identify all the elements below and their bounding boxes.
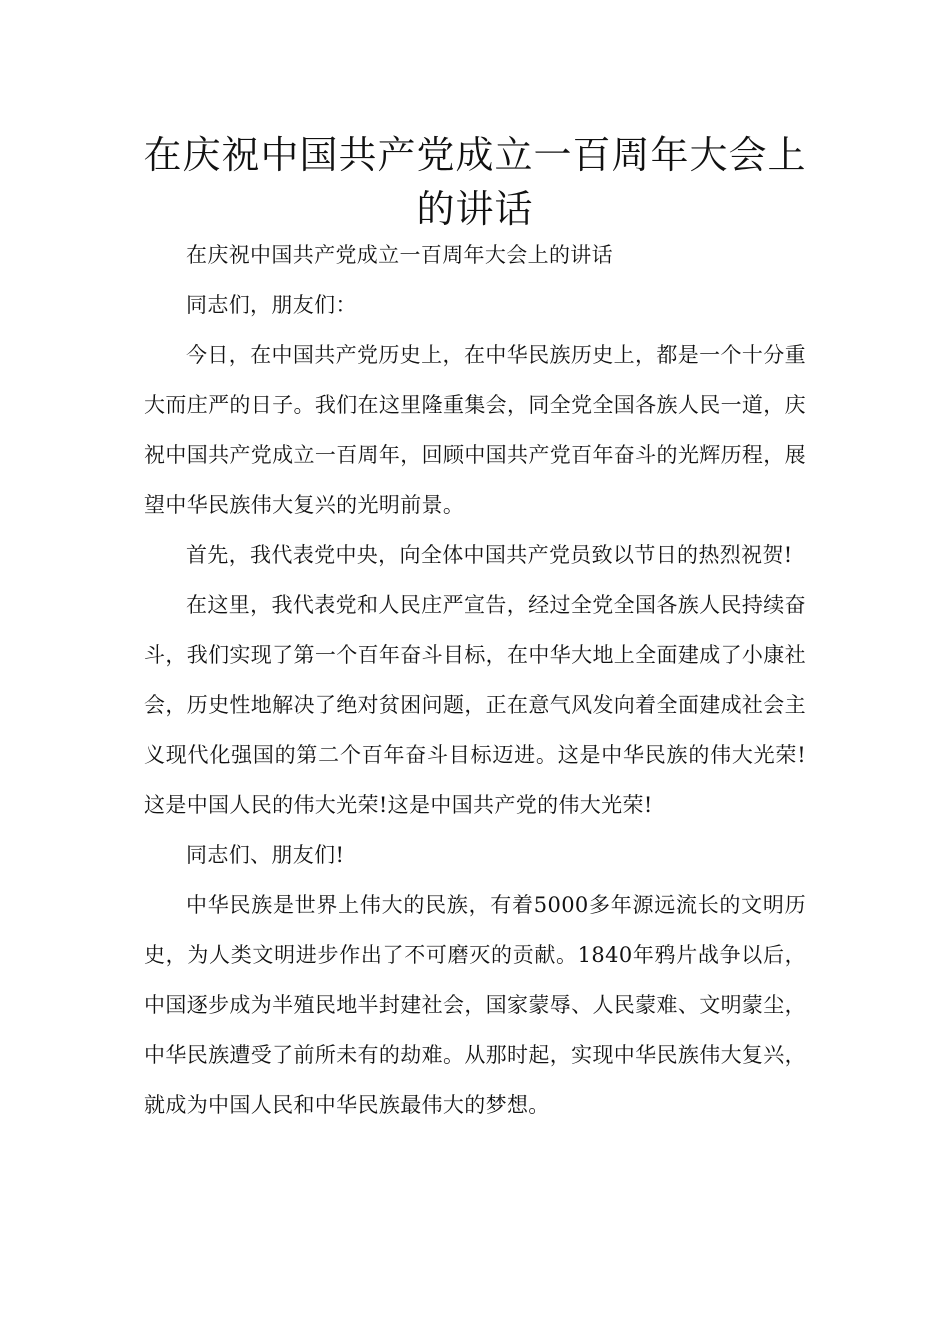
paragraph-salutation-2: 同志们、朋友们!	[186, 843, 345, 867]
paragraph-declaration: 在这里，我代表党和人民庄严宣告，经过全党全国各族人民持续奋斗，我们实现了第一个百年奋斗目标，在中华大地上全面建成了小康社会，历史性地解决了绝对贫困问题，正在意气风发向着全面建成社会主义现代化强国的第二个百年奋斗目标迈进。这是中华民族的伟大光荣!这是中国人民的伟大光荣!这是中国共产党的伟大光荣!	[144, 593, 806, 817]
paragraph-heading-repeat: 在庆祝中国共产党成立一百周年大会上的讲话	[186, 243, 613, 267]
document-body	[144, 230, 806, 1130]
paragraph-congratulation: 首先，我代表党中央，向全体中国共产党员致以节日的热烈祝贺!	[186, 543, 793, 567]
paragraph-opening: 今日，在中国共产党历史上，在中华民族历史上，都是一个十分重大而庄严的日子。我们在这里隆重集会，同全党全国各族人民一道，庆祝中国共产党成立一百周年，回顾中国共产党百年奋斗的光辉历程，展望中华民族伟大复兴的光明前景。	[144, 343, 806, 517]
paragraph-salutation: 同志们，朋友们：	[186, 293, 357, 317]
paragraph-history: 中华民族是世界上伟大的民族，有着5000多年源远流长的文明历史，为人类文明进步作出了不可磨灭的贡献。1840年鸦片战争以后，中国逐步成为半殖民地半封建社会，国家蒙辱、人民蒙难、文明蒙尘，中华民族遭受了前所未有的劫难。从那时起，实现中华民族伟大复兴，就成为中国人民和中华民族最伟大的梦想。	[144, 893, 806, 1117]
document-title: 在庆祝中国共产党成立一百周年大会上的讲话	[143, 133, 807, 231]
